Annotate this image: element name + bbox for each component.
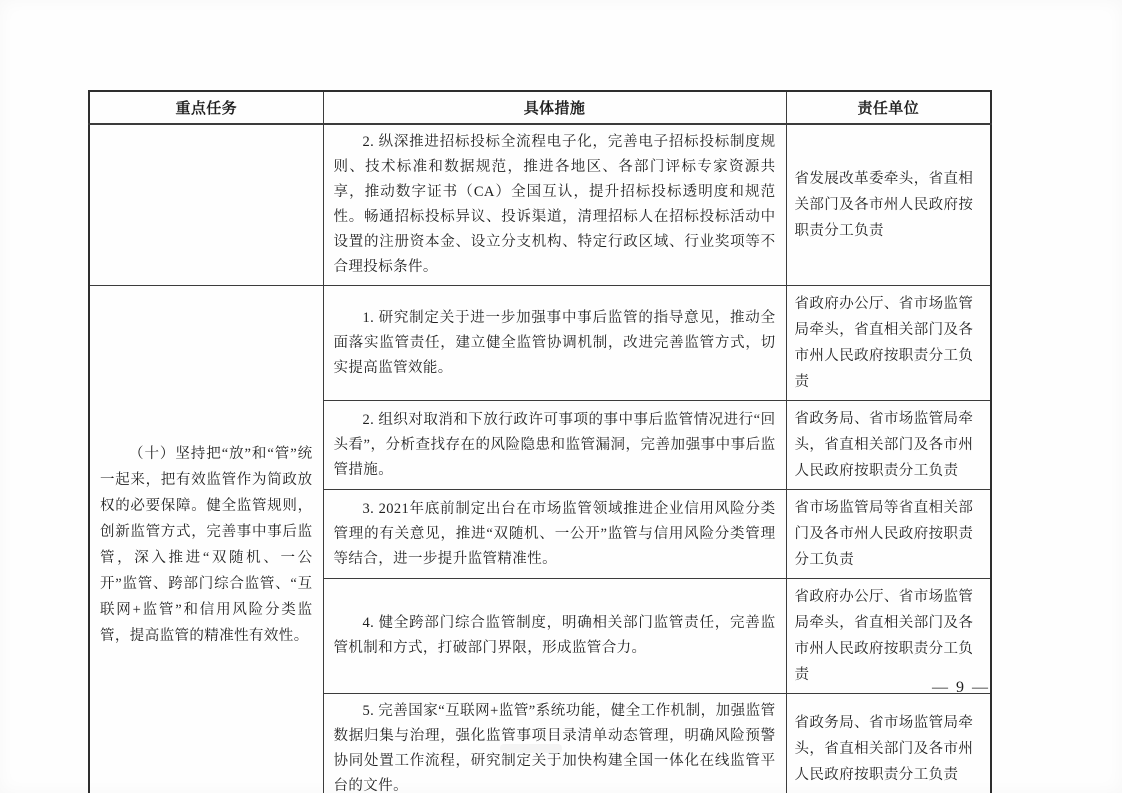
- task-cell-group-ten: （十）坚持把“放”和“管”统一起来，把有效监管作为简政放权的必要保障。健全监管规则，创新监管方式，完善事中事后监管，深入推进“双随机、一公开”监管、跨部门综合监管、“互联网+监管”和信用风险分类监管，提高监管的精准性有效性。: [89, 286, 323, 793]
- measure-cell: 4. 健全跨部门综合监管制度，明确相关部门监管责任，完善监管机制和方式，打破部门界限，形成监管合力。: [323, 579, 786, 694]
- unit-cell: 省发展改革委牵头，省直相关部门及各市州人民政府按职责分工负责: [786, 124, 991, 286]
- table-row: [89, 124, 991, 286]
- page-number: — 9 —: [932, 679, 990, 696]
- measure-cell: 5. 完善国家“互联网+监管”系统功能，健全工作机制，加强监管数据归集与治理，强化监管事项目录清单动态管理，明确风险预警协同处置工作流程，研究制定关于加快构建全国一体化在线监管平台的文件。: [323, 694, 786, 793]
- measure-cell: 2. 纵深推进招标投标全流程电子化，完善电子招标投标制度规则、技术标准和数据规范，推进各地区、各部门评标专家资源共享，推动数字证书（CA）全国互认，提升招标投标透明度和规范性。畅通招标投标异议、投诉渠道，清理招标人在招标投标活动中设置的注册资本金、设立分支机构、特定行政区域、行业奖项等不合理投标条件。: [323, 124, 786, 286]
- header-key-tasks: 重点任务: [89, 91, 323, 124]
- table-header-row: [89, 91, 991, 124]
- table-row: [89, 286, 991, 401]
- measure-cell: 3. 2021年底前制定出台在市场监管领域推进企业信用风险分类管理的有关意见，推进“双随机、一公开”监管与信用风险分类管理等结合，进一步提升监管精准性。: [323, 490, 786, 579]
- task-cell-continuation: [89, 124, 323, 286]
- tasks-measures-table: [88, 90, 992, 793]
- unit-cell: 省政务局、省市场监管局牵头，省直相关部门及各市州人民政府按职责分工负责: [786, 694, 991, 793]
- unit-cell: 省政务局、省市场监管局牵头，省直相关部门及各市州人民政府按职责分工负责: [786, 401, 991, 490]
- header-specific-measures: 具体措施: [323, 91, 786, 124]
- unit-cell: 省政府办公厅、省市场监管局牵头，省直相关部门及各市州人民政府按职责分工负责: [786, 286, 991, 401]
- measure-cell: 2. 组织对取消和下放行政许可事项的事中事后监管情况进行“回头看”，分析查找存在的风险隐患和监管漏洞，完善加强事中事后监管措施。: [323, 401, 786, 490]
- scan-smudge-artifact: [500, 744, 562, 753]
- unit-cell: 省政府办公厅、省市场监管局牵头，省直相关部门及各市州人民政府按职责分工负责: [786, 579, 991, 694]
- unit-cell: 省市场监管局等省直相关部门及各市州人民政府按职责分工负责: [786, 490, 991, 579]
- measure-cell: 1. 研究制定关于进一步加强事中事后监管的指导意见，推动全面落实监管责任，建立健全监管协调机制，改进完善监管方式，切实提高监管效能。: [323, 286, 786, 401]
- header-responsible-units: 责任单位: [786, 91, 991, 124]
